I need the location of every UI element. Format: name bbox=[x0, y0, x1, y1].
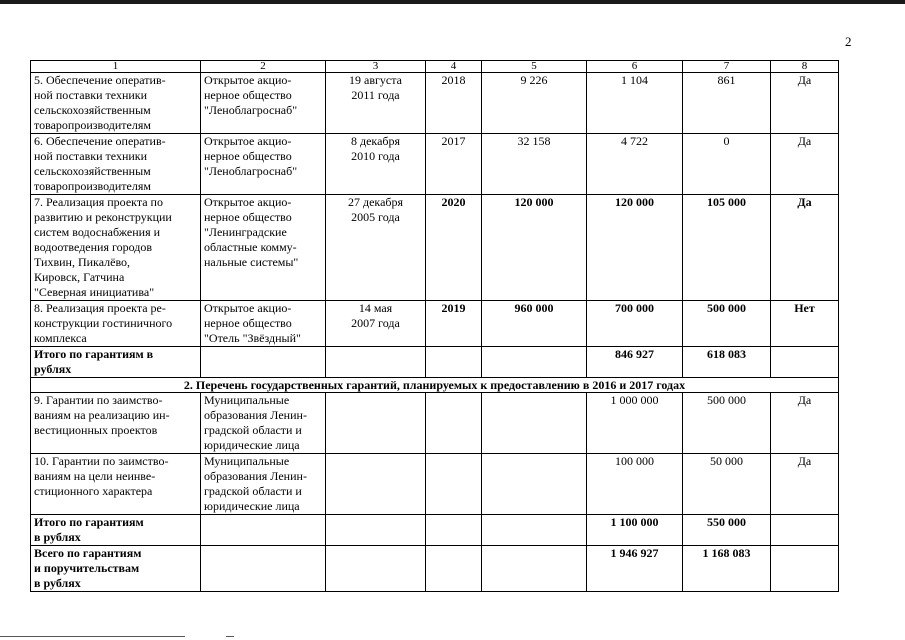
col7-cell: 0 bbox=[683, 134, 771, 195]
principal-cell: Открытое акцио- нерное общество "Отель "Звёздный" bbox=[201, 301, 326, 347]
col6-cell: 1 104 bbox=[587, 73, 683, 134]
grand-total-col7: 1 168 083 bbox=[683, 546, 771, 592]
subtotal-col6: 1 100 000 bbox=[587, 515, 683, 546]
col-header: 4 bbox=[426, 61, 482, 73]
col-header: 3 bbox=[326, 61, 426, 73]
date-cell: 19 августа 2011 года bbox=[326, 73, 426, 134]
purpose-cell: 7. Реализация проекта по развитию и реконструкции систем водоснабжения и водоотведения городов Тихвин, Пикалёво, Кировск, Гатчина "Северная инициатива" bbox=[31, 195, 201, 301]
col6-cell: 700 000 bbox=[587, 301, 683, 347]
principal-cell: Муниципальные образования Ленин- градской области и юридические лица bbox=[201, 393, 326, 454]
purpose-cell: 6. Обеспечение оператив- ной поставки техники сельскохозяйственным товаропроизводителям bbox=[31, 134, 201, 195]
col-header: 1 bbox=[31, 61, 201, 73]
principal-cell: Муниципальные образования Ленин- градской области и юридические лица bbox=[201, 454, 326, 515]
year-cell: 2017 bbox=[426, 134, 482, 195]
amount-cell: 960 000 bbox=[482, 301, 587, 347]
bottom-scan-mark bbox=[0, 636, 185, 637]
grand-total-col6: 1 946 927 bbox=[587, 546, 683, 592]
subtotal-row bbox=[31, 515, 839, 546]
subtotal-row bbox=[31, 347, 839, 378]
subtotal-label: Итого по гарантиям в рублях bbox=[31, 515, 201, 546]
grand-total-label: Всего по гарантиям и поручительствам в рублях bbox=[31, 546, 201, 592]
col-header: 8 bbox=[771, 61, 839, 73]
col8-cell: Да bbox=[771, 195, 839, 301]
col7-cell: 105 000 bbox=[683, 195, 771, 301]
table-row bbox=[31, 454, 839, 515]
col7-cell: 500 000 bbox=[683, 393, 771, 454]
section-2-title: 2. Перечень государственных гарантий, планируемых к предоставлению в 2016 и 2017 годах bbox=[31, 378, 839, 393]
bottom-scan-mark bbox=[226, 636, 234, 637]
year-cell: 2018 bbox=[426, 73, 482, 134]
subtotal-label: Итого по гарантиям в рублях bbox=[31, 347, 201, 378]
table-row bbox=[31, 195, 839, 301]
col6-cell: 100 000 bbox=[587, 454, 683, 515]
principal-cell: Открытое акцио- нерное общество "Леноблагроснаб" bbox=[201, 134, 326, 195]
section-heading-row bbox=[31, 378, 839, 393]
col8-cell: Да bbox=[771, 134, 839, 195]
date-cell: 14 мая 2007 года bbox=[326, 301, 426, 347]
subtotal-col6: 846 927 bbox=[587, 347, 683, 378]
col-header: 5 bbox=[482, 61, 587, 73]
col6-cell: 4 722 bbox=[587, 134, 683, 195]
date-cell: 27 декабря 2005 года bbox=[326, 195, 426, 301]
principal-cell: Открытое акцио- нерное общество "Леноблагроснаб" bbox=[201, 73, 326, 134]
col-header: 2 bbox=[201, 61, 326, 73]
year-cell: 2020 bbox=[426, 195, 482, 301]
table-row bbox=[31, 301, 839, 347]
col-header: 6 bbox=[587, 61, 683, 73]
col8-cell: Нет bbox=[771, 301, 839, 347]
purpose-cell: 8. Реализация проекта ре- конструкции гостиничного комплекса bbox=[31, 301, 201, 347]
amount-cell: 32 158 bbox=[482, 134, 587, 195]
grand-total-row bbox=[31, 546, 839, 592]
col8-cell: Да bbox=[771, 393, 839, 454]
date-cell: 8 декабря 2010 года bbox=[326, 134, 426, 195]
col7-cell: 861 bbox=[683, 73, 771, 134]
table-row bbox=[31, 393, 839, 454]
col-header: 7 bbox=[683, 61, 771, 73]
col7-cell: 500 000 bbox=[683, 301, 771, 347]
year-cell: 2019 bbox=[426, 301, 482, 347]
purpose-cell: 10. Гарантии по заимство- ваниям на цели неинве- стиционного характера bbox=[31, 454, 201, 515]
col6-cell: 1 000 000 bbox=[587, 393, 683, 454]
subtotal-col7: 618 083 bbox=[683, 347, 771, 378]
col8-cell: Да bbox=[771, 73, 839, 134]
table-row bbox=[31, 73, 839, 134]
subtotal-col7: 550 000 bbox=[683, 515, 771, 546]
amount-cell: 9 226 bbox=[482, 73, 587, 134]
col7-cell: 50 000 bbox=[683, 454, 771, 515]
amount-cell: 120 000 bbox=[482, 195, 587, 301]
principal-cell: Открытое акцио- нерное общество "Ленинградские областные комму- нальные системы" bbox=[201, 195, 326, 301]
col6-cell: 120 000 bbox=[587, 195, 683, 301]
purpose-cell: 5. Обеспечение оператив- ной поставки техники сельскохозяйственным товаропроизводителям bbox=[31, 73, 201, 134]
col8-cell: Да bbox=[771, 454, 839, 515]
purpose-cell: 9. Гарантии по заимство- ваниям на реализацию ин- вестиционных проектов bbox=[31, 393, 201, 454]
page-number: 2 bbox=[845, 34, 852, 49]
column-number-row bbox=[31, 61, 839, 73]
guarantees-table bbox=[30, 60, 839, 592]
top-scan-edge bbox=[0, 0, 905, 4]
table-row bbox=[31, 134, 839, 195]
